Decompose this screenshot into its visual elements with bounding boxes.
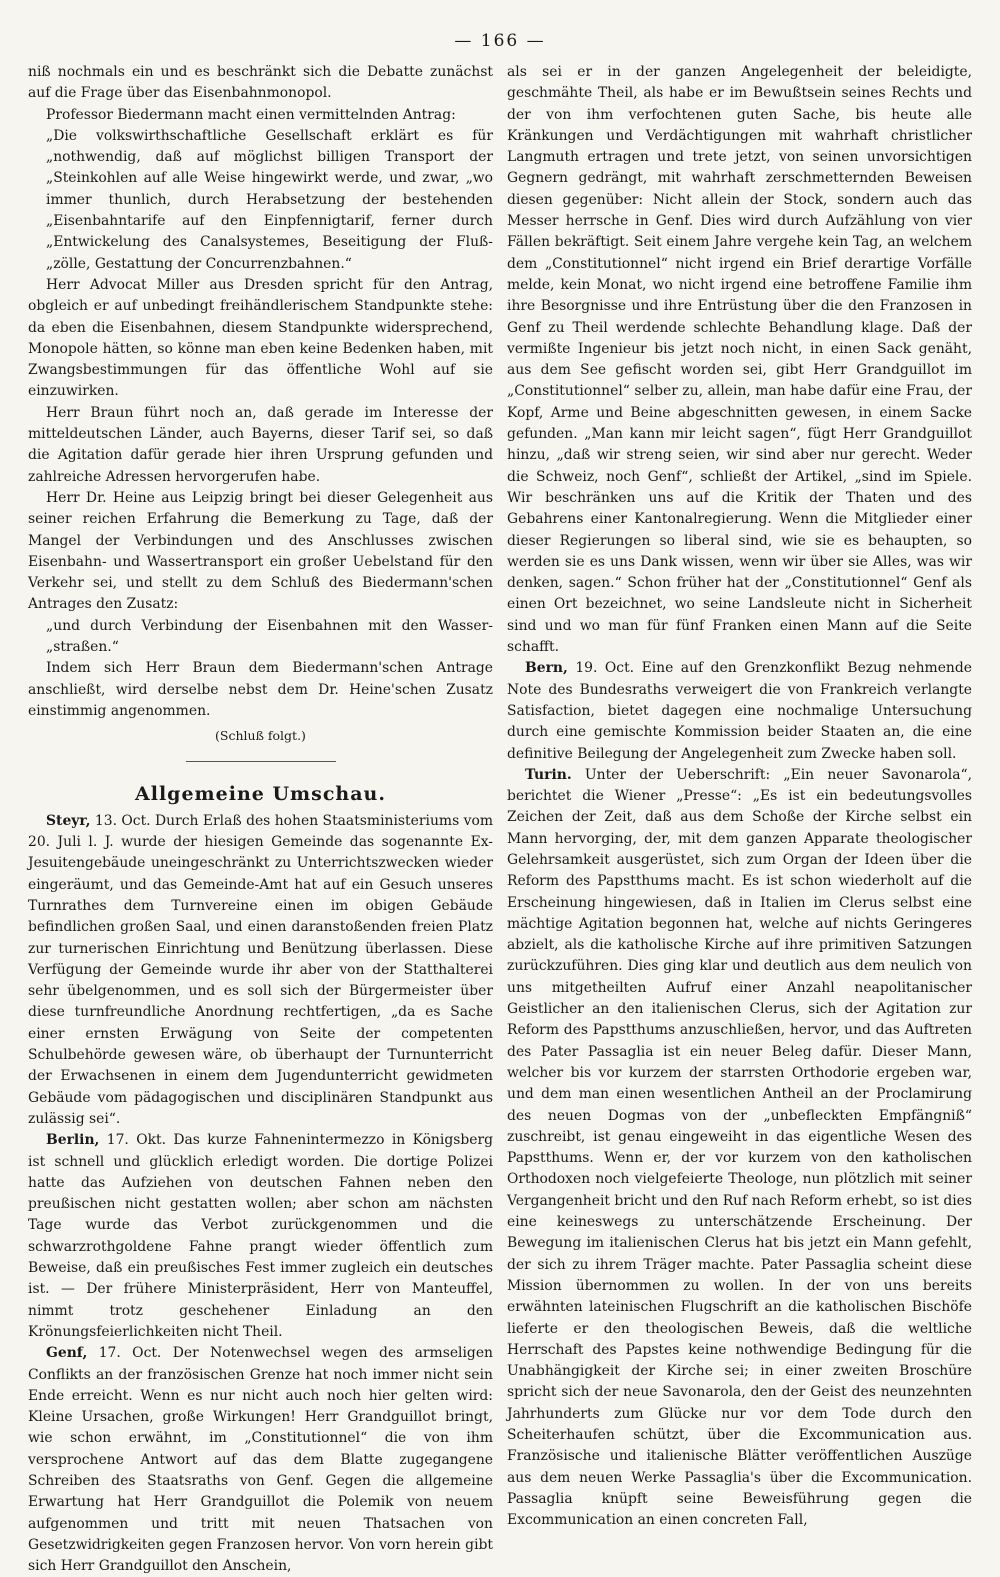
paragraph: Herr Braun führt noch an, daß gerade im Interesse der mitteldeutschen Länder, auch Bayerns, dieser Tarif sei, so daß die Agitation dafür gerade hier ihren Ursprung gefunden und zahlreiche Adressen hervorgerufen habe. [28,404,493,485]
section-heading: Allgemeine Umschau. [135,782,386,805]
news-item [28,1130,493,1343]
news-item-text: Unter der Ueberschrift: „Ein neuer Savonarola“, berichtet die Wiener „Presse“: „Es ist ein bedeutungsvolles Zeichen der Zeit, daß aus dem Schoße der Kirche selbst ein Mann hervorging, der, mit dem ganzen Apparate theologischer Gelehrsamkeit ausgerüstet, sich zum Organ der Ideen über die Reform des Papstthums macht. Es ist schon wiederholt auf die Erscheinung hingewiesen, daß in Italien im Clerus selbst eine mächtige Agitation begonnen hat, welche auf nichts Geringeres abzielt, als die katholische Kirche auf ihre primitiven Satzungen zurückzuführen. Dies ging klar und deutlich aus dem neulich von uns mitgetheilten Aufruf einer Anzahl neapolitanischer Geistlicher an den italienischen Clerus, sich der Agitation zur Reform des Papstthums anzuschließen, hervor, und das Auftreten des Pater Passaglia ist ein neuer Beleg dafür. Dieser Mann, welcher bis vor kurzem der starrsten Orthodorie ergeben war, und dem man einen wesentlichen Antheil an der Proclamirung des neuen Dogmas von der „unbefleckten Empfängniß“ zuschreibt, ist genau eingeweiht in das eigentliche Wesen des Papstthums. Wenn er, der vor kurzem von den katholischen Orthodoxen noch vielgefeierte Theologe, nun plötzlich mit seiner Vergangenheit bricht und den Ruf nach Reform erhebt, so ist dies eine keineswegs zu unterschätzende Erscheinung. Der Bewegung im italienischen Clerus hat bis jetzt ein Mann gefehlt, der sich zu ihrem Träger machte. Pater Passaglia scheint diese Mission übernommen zu wollen. In der von uns bereits erwähnten lateinischen Flugschrift an die katholischen Bischöfe lieferte er den theologischen Beweis, daß die weltliche Herrschaft des Papstes keine nothwendige Bedingung für die Unabhängigkeit der Kirche sei; in einer zweiten Broschüre spricht sich der neue Savonarola, den der Geist des neunzehnten Jahrhunderts zum Glücke nur vor dem Tode durch den Scheiterhaufen schützt, über die Excommunication aus. Französische und italienische Blätter veröffentlichen Auszüge aus dem neuen Werke Passaglia's über die Excommunication. Passaglia knüpft seine Beweisführung gegen die Excommunication an einen concreten Fall, [507,766,973,1529]
paragraph-continued: niß nochmals ein und es beschränkt sich die Debatte zunächst auf die Frage über das Eisenbahnmonopol. [28,64,493,102]
left-column [28,62,493,1577]
quoted-motion: „Die volkswirthschaftliche Gesellschaft erklärt es für „nothwendig, daß auf möglichst billigen Transport der „Steinkohlen auf alle Weise hingewirkt werde, und zwar, „wo immer thunlich, durch Herabsetzung der bestehenden „Eisenbahntarife auf den Einpfennigtarif, ferner durch „Entwickelung des Canalsystemes, Beseitigung der Fluß- „zölle, Gestattung der Concurrenzbahnen.“ [46,127,493,272]
paragraph-continued: als sei er in der ganzen Angelegenheit der beleidigte, geschmähte Theil, als habe er im Bewußtsein seines Rechts und der von ihm verfochtenen guten Sache, bis heute alle Kränkungen und Verdächtigungen mit wahrhaft christlicher Langmuth ertragen und trete jetzt, von seinen unvorsichtigen Gegnern gedrängt, mit wahrhaft zerschmetternden Beweisen diesen gegenüber: Nicht allein der Stock, sondern auch das Messer herrsche in Genf. Dies wird durch Aufzählung von vier Fällen bekräftigt. Seit einem Jahre vergehe kein Tag, an welchem dem „Constitutionnel“ nicht irgend ein Brief derartige Vorfälle melde, kein Monat, wo nicht irgend eine betroffene Familie ihm ihre Besorgnisse und ihre Entrüstung über die den Franzosen in Genf zu Theil werdende schlechte Behandlung klage. Daß der vermißte Ingenieur bis jetzt noch nicht, in einen Sack genäht, aus dem See gefischt worden sei, gibt Herr Grandguillot im „Constitutionnel“ selber zu, allein, man habe dafür eine Frau, der Kopf, Arme und Beine abgeschnitten gewesen, in einem Sacke gefunden. „Man kann mir leicht sagen“, fügt Herr Grandguillot hinzu, „daß wir streng seien, wir sind aber nur gerecht. Weder die Schweiz, noch Genf“, schließt der Artikel, „sind im Spiele. Wir beschränken uns auf die Kritik der Thaten und des Gebahrens einer Kantonalregierung. Wenn die Mitglieder einer dieser Regierungen so liberal sind, wie sie es behaupten, so werden sie es uns Dank wissen, wenn wir über sie Alles, was wir denken, sagen.“ Schon früher hat der „Constitutionnel“ Genf als einen Ort bezeichnet, wo seine Landsleute nicht in Sicherheit sind und wo man für fünf Franken einen Mann auf die Seite schafft. [507,64,972,656]
dateline-place: Steyr, [46,812,91,829]
section-divider [186,761,336,762]
news-item [507,765,972,1532]
text-columns [28,62,972,1577]
quoted-motion: „und durch Verbindung der Eisenbahnen mit den Wasser- „straßen.“ [46,617,493,656]
right-column [507,62,972,1577]
news-item-text: 17. Okt. Das kurze Fahnenintermezzo in Königsberg ist schnell und glücklich erledigt worden. Die dortige Polizei hatte das Aufziehen von deutschen Fahnen neben den preußischen nicht gestatten wollen; aber schon am nächsten Tage wurde das Verbot zurückgenommen und die schwarzrothgoldene Fahne prangt wieder öffentlich zum Beweise, daß ein preußisches Fest immer zugleich ein deutsches ist. — Der frühere Ministerpräsident, Herr von Manteuffel, nimmt trotz geschehener Einladung an den Krönungsfeierlichkeiten nicht Theil. [28,1132,493,1340]
page-number: — 166 — [454,31,546,51]
to-be-continued-note: (Schluß folgt.) [215,728,306,744]
paragraph: Indem sich Herr Braun dem Biedermann'schen Antrage anschließt, wird derselbe nebst dem Dr. Heine'schen Zusatz einstimmig angenommen. [28,660,493,719]
paragraph: Herr Dr. Heine aus Leipzig bringt bei dieser Gelegenheit aus seiner reichen Erfahrung die Bemerkung zu Tage, daß der Mangel der Verbindungen und des Anschlusses zwischen Eisenbahn- und Wassertransport ein großer Uebelstand für den Verkehr sei, und stellt zu dem Schluß des Biedermann'schen Antrages den Zusatz: [28,489,493,613]
paragraph: Herr Advocat Miller aus Dresden spricht für den Antrag, obgleich er auf unbedingt freihändlerischem Standpunkte stehe: da eben die Eisenbahnen, diesem Standpunkte widersprechend, Monopole hätten, so könne man eben keine Bedenken haben, mit Zwangsbestimmungen für das öffentliche Wohl auf sie einzuwirken. [28,276,493,400]
dateline-place: Bern, [525,660,568,677]
paragraph: Professor Biedermann macht einen vermittelnden Antrag: [46,106,456,123]
news-item [28,1343,493,1577]
news-item [507,658,972,764]
news-item-text: 13. Oct. Durch Erlaß des hohen Staatsministeriums vom 20. Juli l. J. wurde der hiesigen Gemeinde das sogenannte Ex-Jesuitengebäude uneingeschränkt zu Unterrichtszwecken wieder eingeräumt, und das Gemeinde-Amt hat auf ein Gesuch unseres Turnrathes dem Turnvereine einen im obigen Gebäude befindlichen großen Saal, und einen daranstoßenden freien Platz zur turnerischen Einrichtung und Benützung überlassen. Diese Verfügung der Gemeinde wurde ihr aber von der Statthalterei sehr übelgenommen, und es soll sich der Bürgermeister über diese turnfreundliche Anordnung rechtfertigen, „da es Sache einer ernsten Erwägung von Seite der competenten Schulbehörde gewesen wäre, ob überhaupt der Turnunterricht der Erwachsenen in einem dem Jugendunterricht gewidmeten Gebäude vom pädagogischen und disciplinären Standpunkt aus zulässig sei“. [28,812,493,1127]
dateline-place: Genf, [46,1345,88,1362]
news-item [28,811,493,1130]
news-item-text: 17. Oct. Der Notenwechsel wegen des armseligen Conflikts an der französischen Grenze hat noch immer nicht sein Ende erreicht. Wenn es nur nicht auch noch hier gelten wird: Kleine Ursachen, große Wirkungen! Herr Grandguillot bringt, wie schon erwähnt, im „Constitutionnel“ die von ihm versprochene Antwort auf das dem Blatte zugegangene Schreiben des Staatsraths von Genf. Gegen die allgemeine Erwartung hat Herr Grandguillot die Polemik von neuem aufgenommen und tritt mit neuen Thatsachen von Gesetzwidrigkeiten gegen Franzosen hervor. Von vorn herein gibt sich Herr Grandguillot den Anschein, [28,1345,493,1575]
news-item-text: 19. Oct. Eine auf den Grenzkonflikt Bezug nehmende Note des Bundesraths verweigert die von Frankreich verlangte Satisfaction, bietet dagegen eine nochmalige Untersuchung durch eine gemischte Kommission beider Staaten an, die eine definitive Beilegung der Angelegenheit zum Zwecke haben soll. [507,660,972,762]
dateline-place: Berlin, [46,1132,100,1149]
dateline-place: Turin. [525,766,572,783]
